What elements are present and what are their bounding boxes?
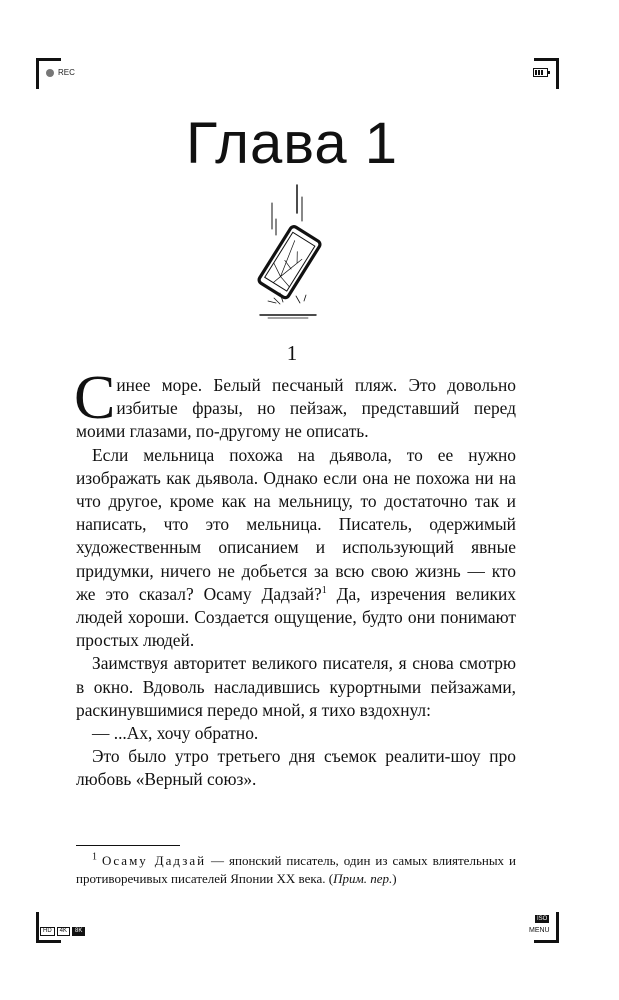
paragraph-2-text-b: Да, изречения великих людей хороши. Создается ощущение, будто они понимают простых людей. bbox=[76, 583, 516, 651]
menu-label: MENU bbox=[529, 927, 550, 934]
badge-8k: 8K bbox=[72, 927, 85, 936]
footnote-reference: 1 bbox=[321, 585, 327, 597]
footnote-divider bbox=[76, 845, 180, 846]
badge-4k: 4K bbox=[57, 927, 70, 936]
battery-icon bbox=[533, 68, 548, 77]
rec-indicator bbox=[46, 68, 75, 77]
footnote-translator-note: Прим. пер. bbox=[333, 870, 393, 886]
falling-phone-illustration bbox=[246, 183, 336, 323]
footnote-text: — японский писатель, один из самых влиятельных и противоречивых писателей Японии XX века. ( bbox=[76, 853, 516, 886]
chapter-title: Глава 1 bbox=[185, 111, 399, 176]
paragraph-2-text-a: Если мельница похожа на дьявола, то ее нужно изображать как дьявола. Однако если она не похожа ни на что другое, кроме как на мельницу, то достаточно так и написать, что это мельница. Писатель, одержимый художественным описанием и использующий явные придумки, ничего не добьется за всю свою жизнь — кто же это сказал? Осаму Дадзай? bbox=[76, 444, 516, 604]
iso-label: ISO bbox=[537, 916, 548, 922]
chapter-body bbox=[74, 364, 516, 792]
footnote-mark: 1 bbox=[92, 851, 97, 863]
section-number: 1 bbox=[286, 341, 298, 365]
paragraph-3: Заимствуя авторитет великого писателя, я снова смотрю в окно. Вдоволь насладившись курортными пейзажами, раскинувшимися передо мной, я тихо вздохнул: bbox=[76, 653, 516, 720]
paragraph-5: Это было утро третьего дня съемок реалити-шоу про любовь «Верный союз». bbox=[76, 746, 516, 790]
footnote-close: ) bbox=[392, 870, 397, 886]
record-dot-icon bbox=[46, 69, 54, 77]
footnote bbox=[76, 852, 516, 887]
drop-cap: С bbox=[74, 364, 116, 432]
paragraph-1 bbox=[74, 364, 516, 444]
footnote-name: Осаму Дадзай bbox=[101, 853, 207, 868]
rec-label: REC bbox=[58, 68, 75, 77]
paragraph-1-text: инее море. Белый песчаный пляж. Это довольно избитые фразы, но пейзаж, представший перед моими глазами, по-другому не описать. bbox=[76, 375, 516, 442]
resolution-badges bbox=[40, 927, 85, 936]
paragraph-2 bbox=[76, 444, 516, 653]
badge-hd: HD bbox=[40, 927, 55, 936]
paragraph-4: — ...Ах, хочу обратно. bbox=[92, 723, 259, 744]
